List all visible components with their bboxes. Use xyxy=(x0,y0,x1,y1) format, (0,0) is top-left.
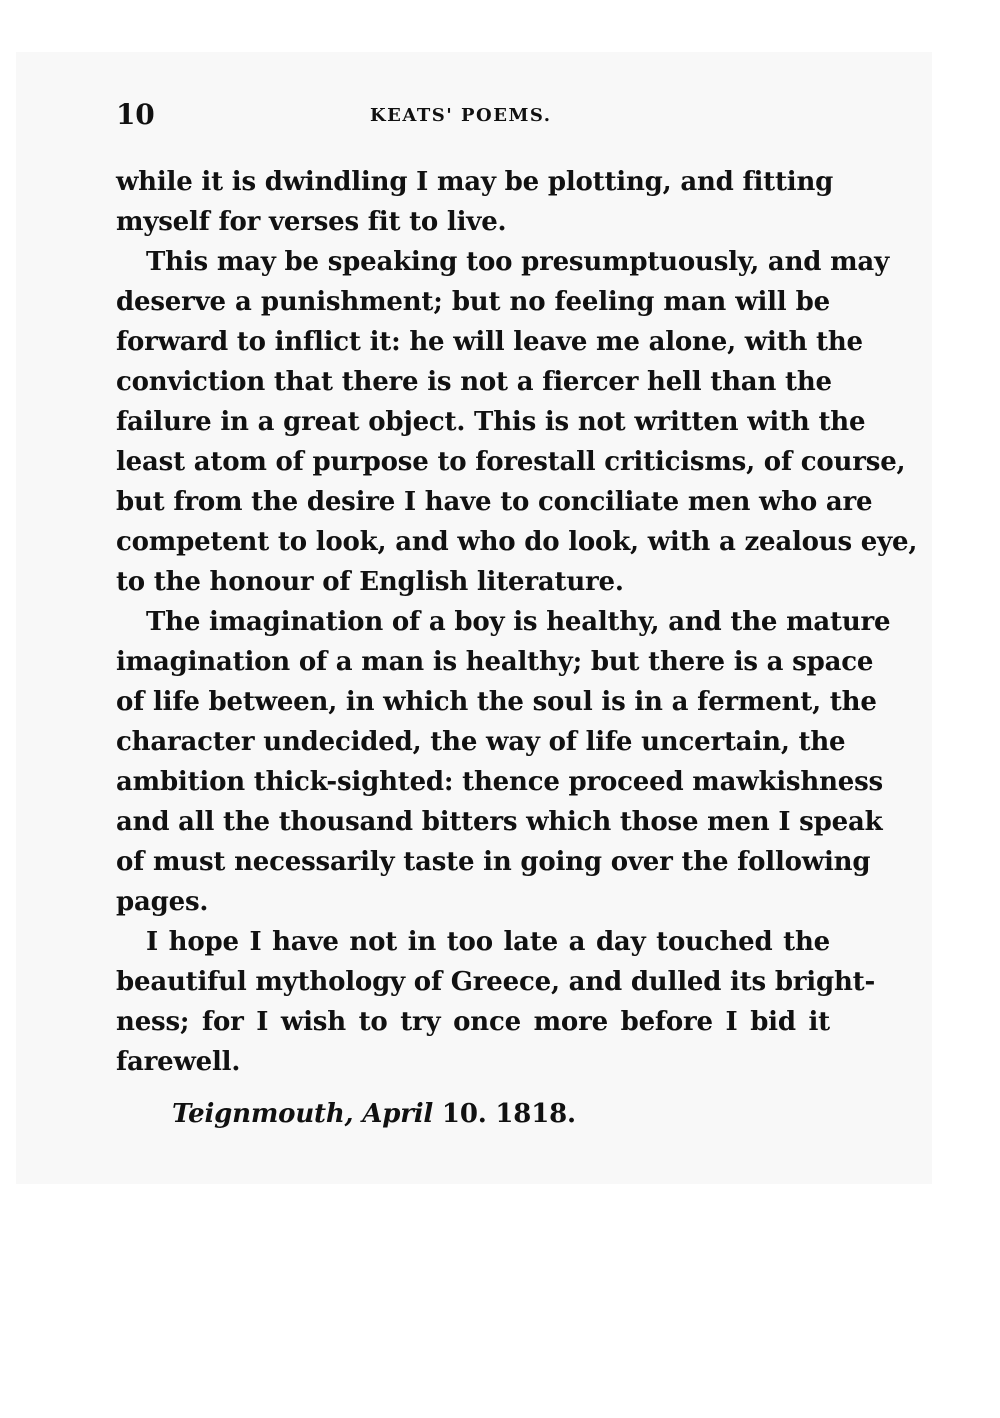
text-line: beautiful mythology of Greece, and dulled its bright- xyxy=(116,967,876,997)
text-line: This may be speaking too presumptuously, and may xyxy=(146,247,889,277)
text-line: character undecided, the way of life uncertain, the xyxy=(116,727,846,757)
text-line: deserve a punishment; but no feeling man will be xyxy=(116,287,830,317)
text-line: and all the thousand bitters which those men I speak xyxy=(116,807,883,837)
signature xyxy=(172,1094,576,1134)
text-line: failure in a great object. This is not written with the xyxy=(116,407,866,437)
text-line: ness; for I wish to try once more before I bid it xyxy=(116,1007,830,1037)
text-line: forward to inflict it: he will leave me alone, with the xyxy=(116,327,863,357)
text-line: conviction that there is not a fiercer hell than the xyxy=(116,367,832,397)
text-line: ambition thick-sighted: thence proceed mawkishness xyxy=(116,767,883,797)
page-number: 10 xyxy=(116,98,155,131)
text-line: pages. xyxy=(116,887,209,917)
text-line: least atom of purpose to forestall criticisms, of course, xyxy=(116,447,906,477)
paragraph xyxy=(116,162,834,242)
text-line: myself for verses fit to live. xyxy=(116,207,507,237)
text-line: I hope I have not in too late a day touched the xyxy=(146,927,830,957)
paragraph xyxy=(116,602,891,922)
paragraph xyxy=(116,922,876,1082)
text-line: to the honour of English literature. xyxy=(116,567,624,597)
text-line: but from the desire I have to conciliate men who are xyxy=(116,487,873,517)
text-line: farewell. xyxy=(116,1047,241,1077)
text-line: The imagination of a boy is healthy, and the mature xyxy=(146,607,891,637)
text-line: imagination of a man is healthy; but there is a space xyxy=(116,647,874,677)
signature-place: Teignmouth, xyxy=(172,1099,354,1129)
signature-month: April xyxy=(362,1099,434,1129)
text-line: of life between, in which the soul is in a ferment, the xyxy=(116,687,877,717)
page-body xyxy=(116,162,918,1082)
page-header xyxy=(116,98,830,138)
text-line: of must necessarily taste in going over the following xyxy=(116,847,871,877)
signature-date: 10. 1818. xyxy=(441,1099,576,1129)
running-head: KEATS' POEMS. xyxy=(370,105,552,126)
paragraph xyxy=(116,242,918,602)
text-line: while it is dwindling I may be plotting, and fitting xyxy=(116,167,834,197)
text-line: competent to look, and who do look, with a zealous eye, xyxy=(116,527,918,557)
